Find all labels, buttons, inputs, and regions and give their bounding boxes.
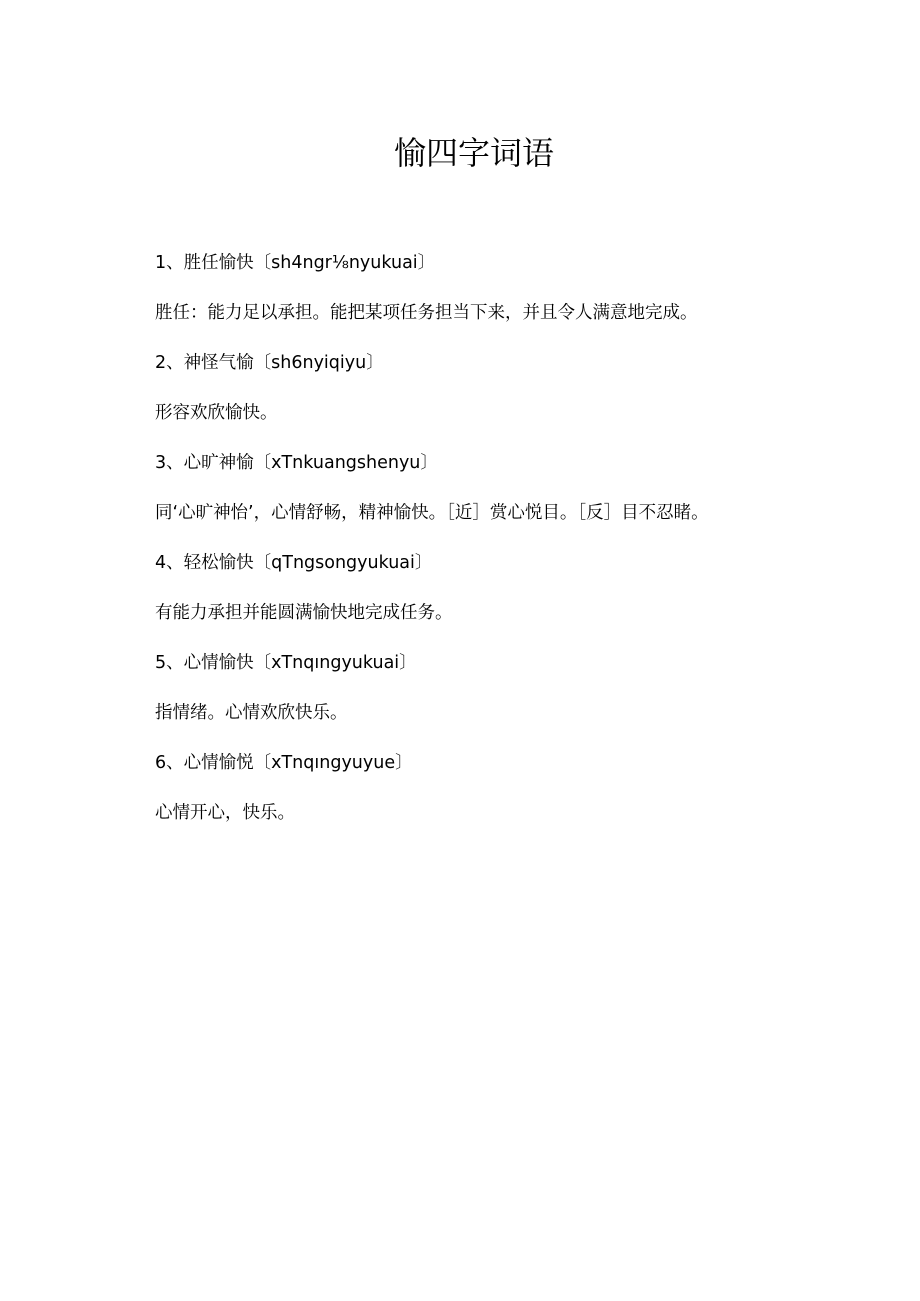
entry-term-line: [155, 749, 895, 799]
entry-pinyin: 〔sh6nyiqiyu〕: [253, 353, 384, 373]
entry-pinyin: 〔xTnkuangshenyu〕: [253, 453, 438, 473]
entry-number: 3、: [155, 453, 184, 473]
entry-term-line: [155, 549, 895, 599]
entry-definition: 同‘心旷神怡’，心情舒畅，精神愉快。［近］赏心悦目。［反］目不忍睹。: [155, 503, 709, 523]
entry-word: 心旷神愉: [183, 453, 254, 473]
entry-word: 胜任愉快: [183, 253, 254, 273]
entry-pinyin: 〔qTngsongyukuai〕: [253, 553, 433, 573]
entry-number: 5、: [155, 653, 184, 673]
entry-word: 心情愉悦: [183, 753, 254, 773]
entry-pinyin: 〔xTnqıngyuyue〕: [253, 753, 413, 773]
entry-number: 1、: [155, 253, 184, 273]
entry-5: [155, 649, 895, 749]
entry-list: [155, 249, 895, 849]
entry-definition: 指情绪。心情欢欣快乐。: [155, 703, 348, 723]
entry-number: 4、: [155, 553, 184, 573]
entry-4: [155, 549, 895, 649]
entry-6: [155, 749, 895, 849]
entry-pinyin: 〔sh4ngr⅛nyukuai〕: [253, 253, 436, 273]
entry-definition: 胜任：能力足以承担。能把某项任务担当下来，并且令人满意地完成。: [155, 303, 698, 323]
entry-term-line: [155, 349, 895, 399]
entry-3: [155, 449, 895, 549]
entry-2: [155, 349, 895, 449]
entry-word: 神怪气愉: [183, 353, 254, 373]
entry-term-line: [155, 649, 895, 699]
entry-number: 6、: [155, 753, 184, 773]
entry-definition: 有能力承担并能圆满愉快地完成任务。: [155, 603, 453, 623]
entry-number: 2、: [155, 353, 184, 373]
entry-word: 轻松愉快: [183, 553, 254, 573]
entry-term-line: [155, 249, 895, 299]
entry-pinyin: 〔xTnqıngyukuai〕: [253, 653, 417, 673]
entry-definition: 心情开心，快乐。: [155, 803, 295, 823]
entry-1: [155, 249, 895, 349]
entry-word: 心情愉快: [183, 653, 254, 673]
entry-term-line: [155, 449, 895, 499]
document-title: 愉四字词语: [393, 134, 554, 172]
entry-definition: 形容欢欣愉快。: [155, 403, 278, 423]
